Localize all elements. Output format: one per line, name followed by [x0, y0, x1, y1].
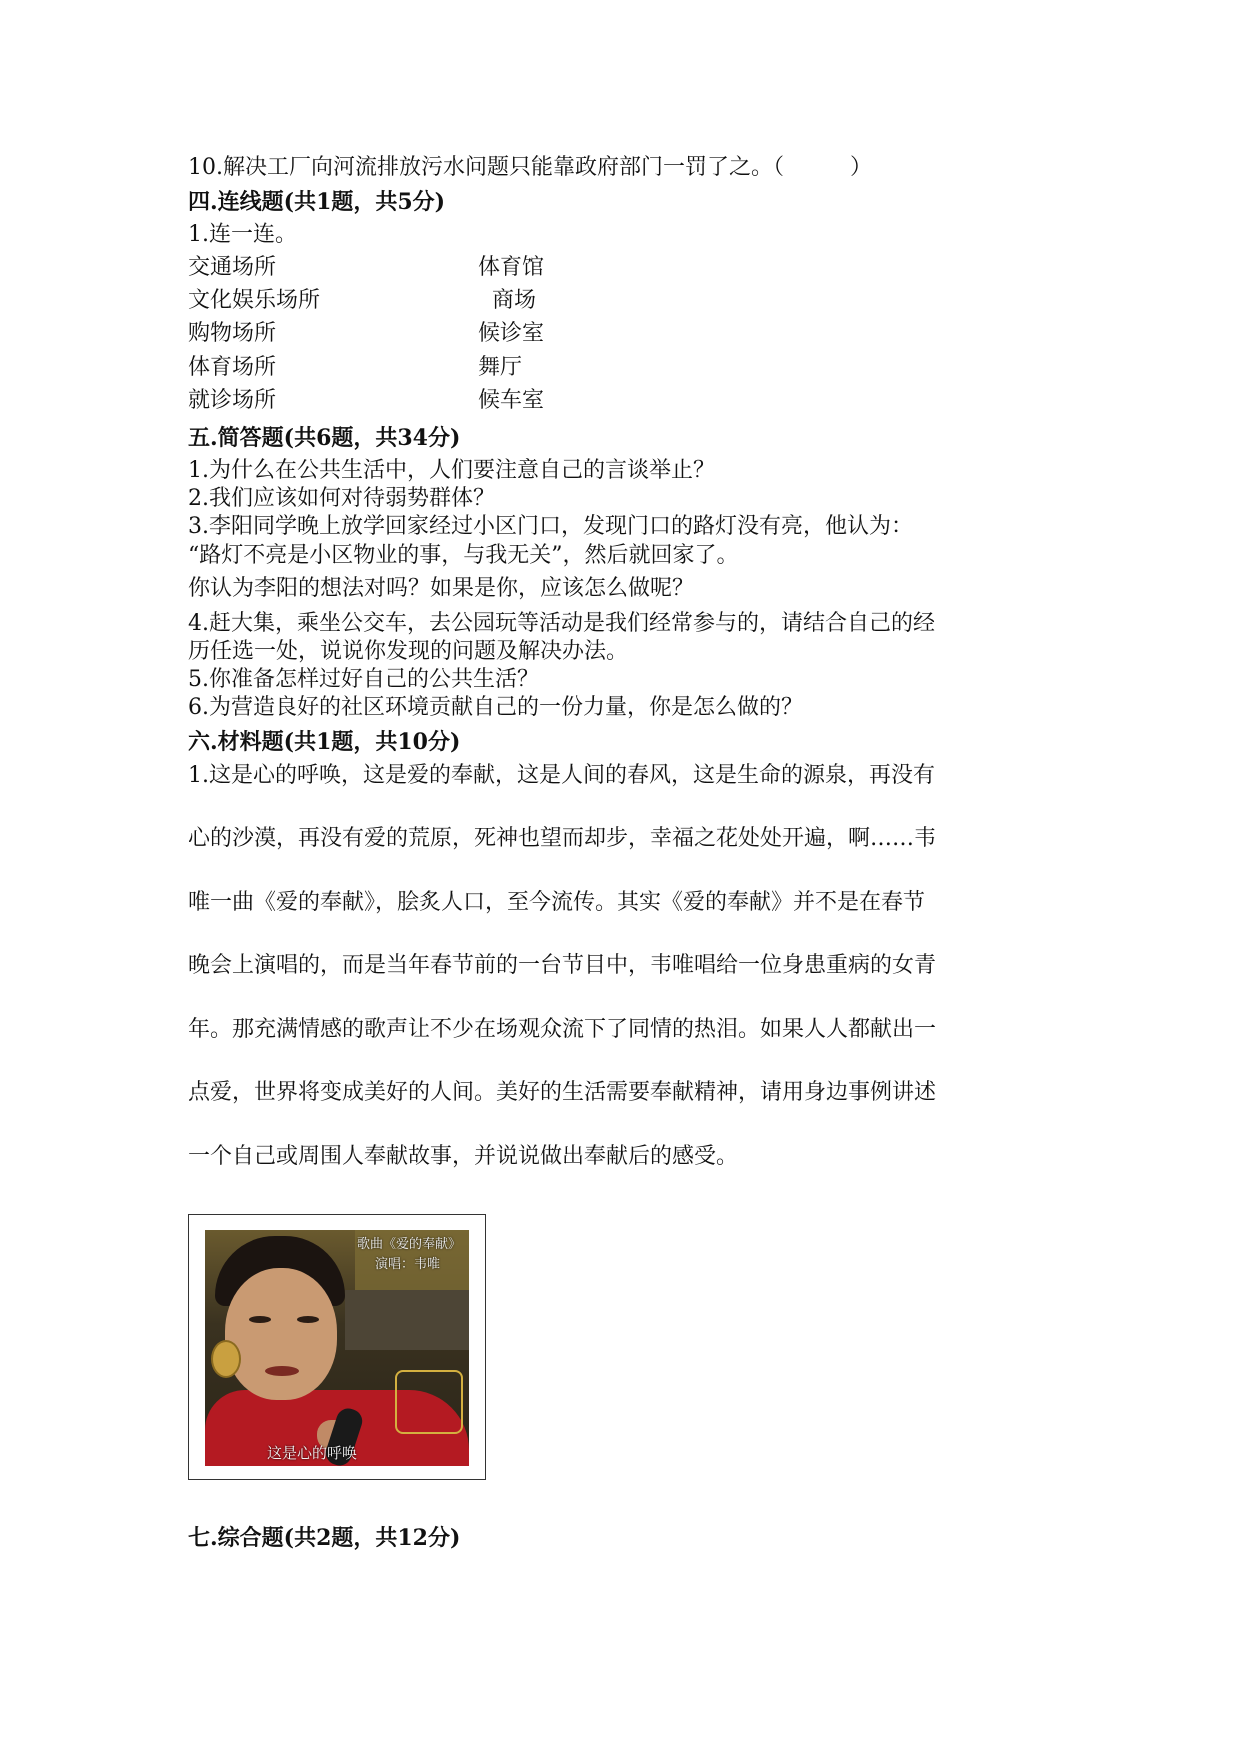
section-7-heading: 七.综合题(共2题，共12分): [188, 1525, 461, 1551]
section-4-heading: 四.连线题(共1题，共5分): [188, 189, 446, 215]
match-right-1: 体育馆: [478, 255, 545, 280]
short-answer-4-line-2: 历任选一处，说说你发现的问题及解决办法。: [188, 639, 629, 664]
match-left-3: 购物场所: [188, 321, 277, 346]
match-left-5: 就诊场所: [188, 388, 277, 413]
short-answer-3-line-3: 你认为李阳的想法对吗？如果是你，应该怎么做呢？: [188, 576, 695, 601]
material-line-7: 一个自己或周围人奉献故事，并说说做出奉献后的感受。: [188, 1144, 739, 1169]
short-answer-3-line-2: “路灯不亮是小区物业的事，与我无关”，然后就回家了。: [188, 543, 739, 568]
match-right-4: 舞厅: [478, 355, 523, 380]
section-6-heading: 六.材料题(共1题，共10分): [188, 729, 461, 755]
earring-icon: [211, 1340, 241, 1378]
material-line-6: 点爱，世界将变成美好的人间。美好的生活需要奉献精神，请用身边事例讲述: [188, 1080, 937, 1105]
material-line-5: 年。那充满情感的歌声让不少在场观众流下了同情的热泪。如果人人都献出一: [188, 1017, 937, 1042]
question-10: 10.解决工厂向河流排放污水问题只能靠政府部门一罚了之。（ ）: [188, 155, 872, 180]
short-answer-3-line-1: 3.李阳同学晚上放学回家经过小区门口，发现门口的路灯没有亮，他认为：: [188, 514, 913, 539]
material-line-4: 晚会上演唱的，而是当年春节前的一台节目中，韦唯唱给一位身患重病的女青: [188, 953, 937, 978]
short-answer-5: 5.你准备怎样过好自己的公共生活？: [188, 667, 539, 692]
tv-logo-icon: [395, 1370, 463, 1434]
match-right-2: 商场: [492, 288, 537, 313]
short-answer-6: 6.为营造良好的社区环境贡献自己的一份力量，你是怎么做的？: [188, 695, 803, 720]
match-right-5: 候车室: [478, 388, 545, 413]
photo-image: [205, 1230, 469, 1466]
match-right-3: 候诊室: [478, 321, 545, 346]
short-answer-4-line-1: 4.赶大集，乘坐公交车，去公园玩等活动是我们经常参与的，请结合自己的经: [188, 611, 935, 636]
match-left-2: 文化娱乐场所: [188, 288, 321, 313]
photo-subtitle: 这是心的呼唤: [267, 1444, 358, 1462]
match-left-1: 交通场所: [188, 255, 277, 280]
singer-photo: [188, 1214, 486, 1480]
matching-instruction: 1.连一连。: [188, 222, 297, 247]
short-answer-1: 1.为什么在公共生活中，人们要注意自己的言谈举止？: [188, 458, 715, 483]
section-5-heading: 五.简答题(共6题，共34分): [188, 425, 461, 451]
short-answer-2: 2.我们应该如何对待弱势群体？: [188, 486, 495, 511]
material-line-2: 心的沙漠，再没有爱的荒原，死神也望而却步，幸福之花处处开遍，啊……韦: [188, 826, 937, 851]
photo-caption-song: 歌曲《爱的奉献》: [357, 1237, 462, 1252]
match-left-4: 体育场所: [188, 355, 277, 380]
material-line-1: 1.这是心的呼唤，这是爱的奉献，这是人间的春风，这是生命的源泉，再没有: [188, 763, 935, 788]
photo-caption-singer: 演唱：韦唯: [375, 1257, 441, 1272]
material-line-3: 唯一曲《爱的奉献》，脍炙人口，至今流传。其实《爱的奉献》并不是在春节: [188, 890, 926, 915]
